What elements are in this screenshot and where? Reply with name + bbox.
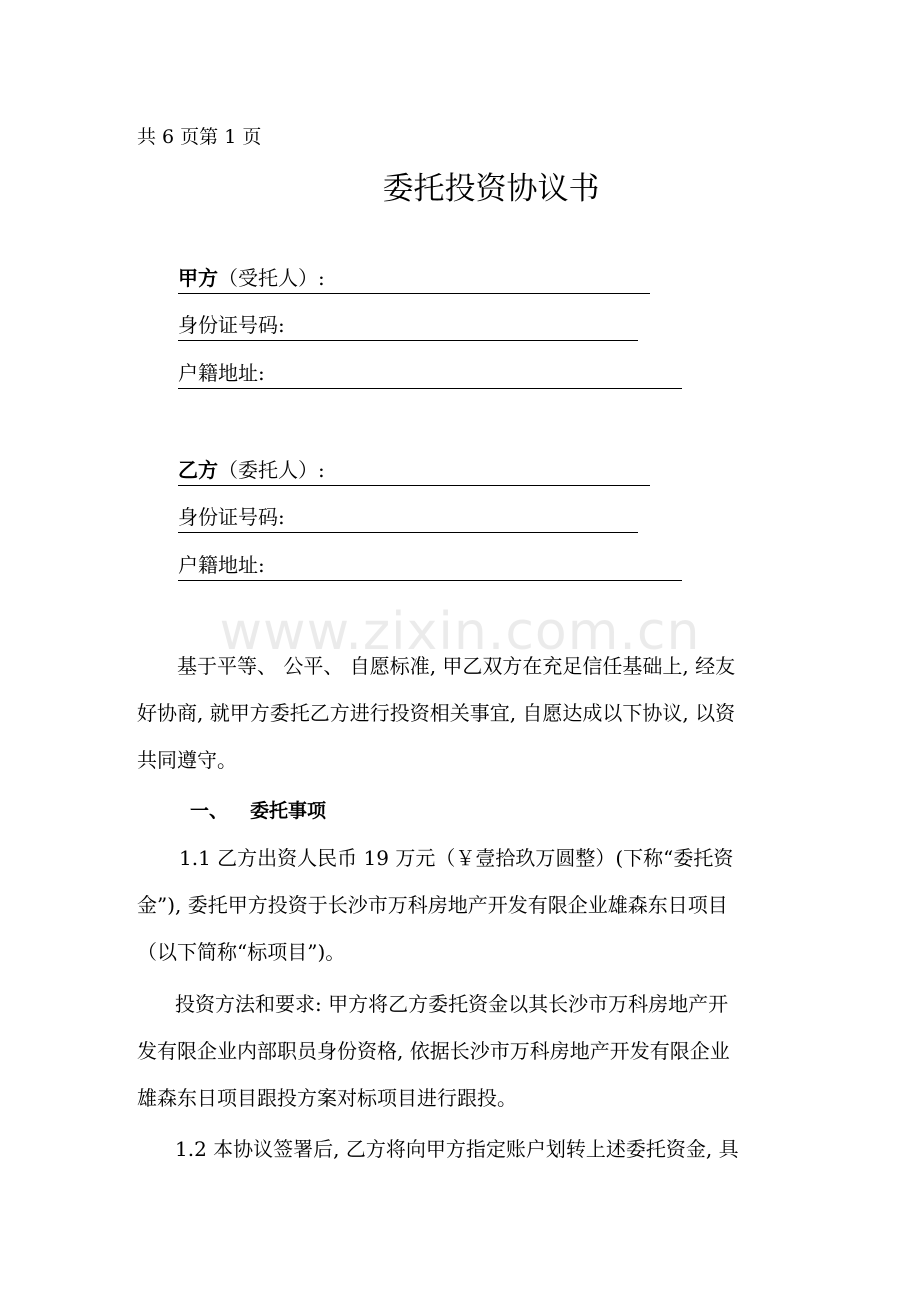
party-b-id-field[interactable] [178,505,638,533]
section-number: 一、 [190,800,229,822]
page-count: 共 6 页第 1 页 [137,126,262,148]
party-a-name-label: 甲方（受托人）: [178,266,325,290]
section-title: 委托事项 [250,800,327,822]
clause-line: （以下简称“标项目”)。 [137,940,346,964]
party-b-address-label: 户籍地址: [178,553,265,577]
section-heading [190,796,326,823]
clause-1-1 [137,835,797,976]
clause-line: 1.2 本协议签署后, 乙方将向甲方指定账户划转上述委托资金, 具 [175,1137,739,1161]
clause-line: 1.1 乙方出资人民币 19 万元（￥壹拾玖万圆整）(下称“委托资 [179,846,734,870]
party-a-name-line [178,293,650,294]
party-a-id-field[interactable] [178,313,638,341]
intro-line: 好协商, 就甲方委托乙方进行投资相关事宜, 自愿达成以下协议, 以资 [137,701,736,725]
intro-line: 基于平等、 公平、 自愿标准, 甲乙双方在充足信任基础上, 经友 [177,654,736,678]
party-a-name-field[interactable] [178,266,650,294]
method-line: 发有限企业内部职员身份资格, 依据长沙市万科房地产开发有限企业 [137,1039,730,1063]
party-a-address-line [178,388,682,389]
party-b-id-label: 身份证号码: [178,505,285,529]
intro-paragraph [137,643,797,784]
clause-1-2 [137,1126,797,1173]
party-b-address-line [178,580,682,581]
party-b-name-line [178,485,650,486]
party-b-address-field[interactable] [178,553,682,581]
method-line: 投资方法和要求: 甲方将乙方委托资金以其长沙市万科房地产开 [175,992,729,1016]
party-b-id-line [178,532,638,533]
investment-method-paragraph [137,981,797,1122]
party-a-address-field[interactable] [178,361,682,389]
party-b-name-label: 乙方（委托人）: [178,458,325,482]
party-b-name-field[interactable] [178,458,650,486]
intro-line: 共同遵守。 [137,748,237,772]
party-a-address-label: 户籍地址: [178,361,265,385]
document-title: 委托投资协议书 [382,171,600,207]
party-a-id-label: 身份证号码: [178,313,285,337]
method-line: 雄森东日项目跟投方案对标项目进行跟投。 [137,1086,517,1110]
party-a-id-line [178,340,638,341]
clause-line: 金”), 委托甲方投资于长沙市万科房地产开发有限企业雄森东日项目 [137,893,728,917]
watermark: www.zixin.com.cn [219,602,701,662]
